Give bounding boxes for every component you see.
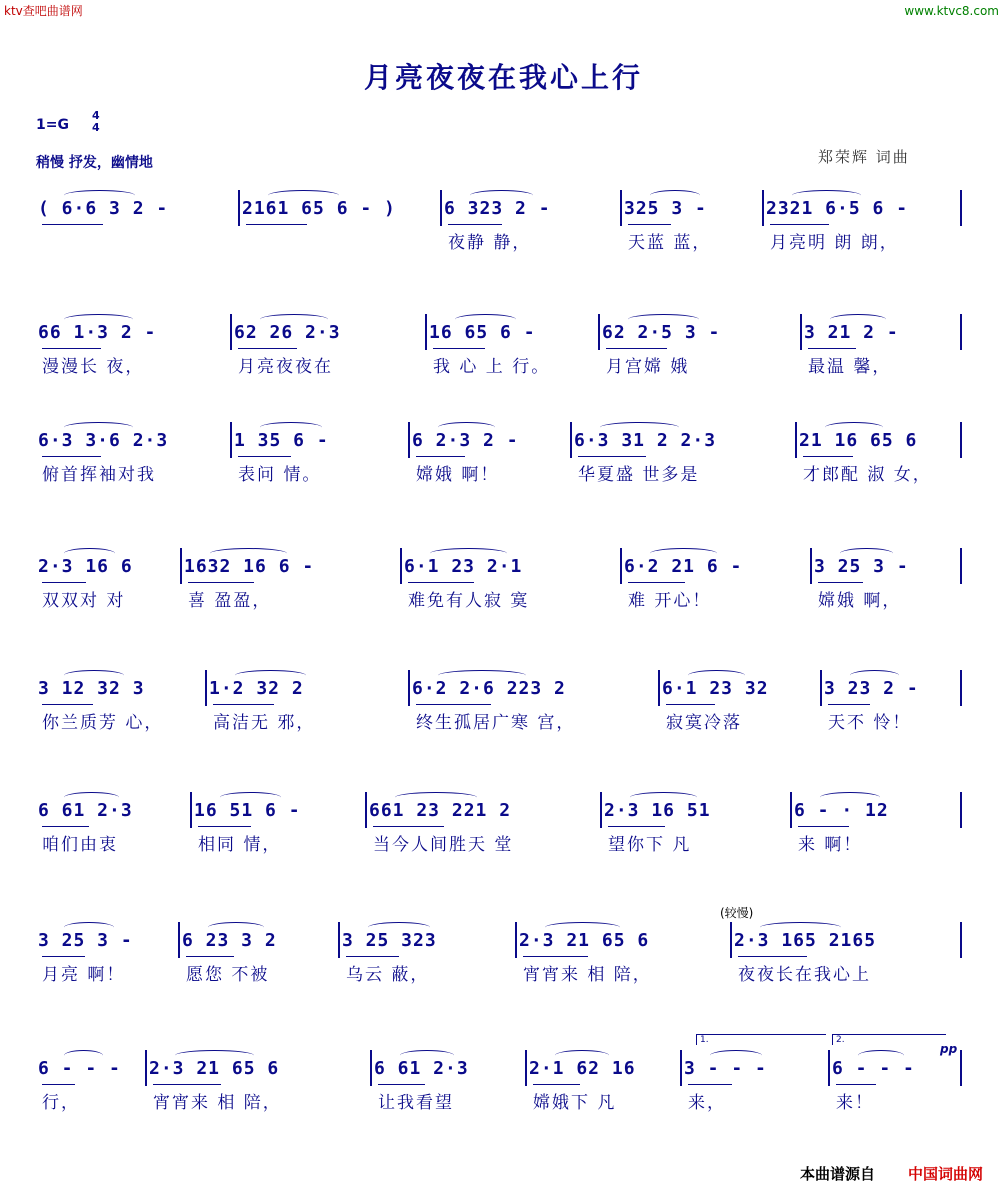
- beam-line: [378, 1084, 425, 1085]
- score-row: [30, 920, 970, 1020]
- measure-lyrics: 相同 情，: [198, 835, 282, 855]
- measure-notes: 2·3 16 6: [38, 556, 133, 577]
- measure-notes: 62 26 2·3: [234, 322, 341, 343]
- beam-line: [188, 582, 254, 583]
- notes-line: [30, 920, 970, 954]
- lyrics-line: [30, 228, 970, 258]
- measure-notes: 6·1 23 32: [662, 678, 769, 699]
- beam-line: [448, 224, 502, 225]
- slur: [64, 422, 133, 433]
- measure-notes: 3 12 32 3: [38, 678, 145, 699]
- beam-line: [628, 582, 685, 583]
- measure-lyrics: 月亮 啊！: [42, 965, 126, 985]
- barline: [960, 670, 962, 706]
- measure-notes: 2321 6·5 6 -: [766, 198, 909, 219]
- measure-lyrics: 来 啊！: [798, 835, 863, 855]
- beam-line: [578, 456, 646, 457]
- slur: [825, 422, 883, 433]
- beam-line: [42, 348, 101, 349]
- measure-notes: 6·3 3·6 2·3: [38, 430, 169, 451]
- measure-lyrics: 华夏盛 世多是: [578, 465, 700, 485]
- slur: [470, 190, 533, 201]
- measure-notes: 1 35 6 -: [234, 430, 329, 451]
- barline: [620, 190, 622, 226]
- beam-line: [416, 704, 491, 705]
- beam-line: [818, 582, 863, 583]
- slur: [430, 548, 507, 559]
- slur: [368, 922, 430, 933]
- slur: [64, 190, 135, 201]
- beam-line: [688, 1084, 732, 1085]
- beam-line: [408, 582, 474, 583]
- measure-lyrics: 高洁无 邪，: [213, 713, 316, 733]
- measure-lyrics: 难 开心！: [628, 591, 712, 611]
- barline: [178, 922, 180, 958]
- measure-notes: 2·3 21 65 6: [149, 1058, 280, 1079]
- meter-bottom: 4: [92, 121, 100, 134]
- barline: [205, 670, 207, 706]
- barline: [408, 670, 410, 706]
- barline: [238, 190, 240, 226]
- measure-lyrics: 漫漫长 夜，: [42, 357, 145, 377]
- measure-notes: 2161 65 6 - ): [242, 198, 396, 219]
- slur: [64, 670, 124, 681]
- measure-lyrics: 天蓝 蓝，: [628, 233, 712, 253]
- measure-notes: 16 65 6 -: [429, 322, 536, 343]
- footer-site: 中国词曲网: [908, 1165, 984, 1183]
- barline: [365, 792, 367, 828]
- dynamic-pp: pp: [940, 1042, 958, 1056]
- measure-lyrics: 夜夜长在我心上: [738, 965, 871, 985]
- measure-lyrics: 嫦娥下 凡: [533, 1093, 617, 1113]
- measure-notes: 2·1 62 16: [529, 1058, 636, 1079]
- score-row: [30, 188, 970, 288]
- measure-notes: 6 2·3 2 -: [412, 430, 519, 451]
- barline: [370, 1050, 372, 1086]
- page-title: 月亮夜夜在我心上行: [363, 61, 643, 94]
- measure-lyrics: 终生孤居广寒 宫，: [416, 713, 576, 733]
- measure-lyrics: 望你下 凡: [608, 835, 692, 855]
- measure-notes: 2·3 165 2165: [734, 930, 877, 951]
- measure-notes: 325 3 -: [624, 198, 707, 219]
- slur: [208, 922, 264, 933]
- barline: [190, 792, 192, 828]
- measure-notes: 6·2 2·6 223 2: [412, 678, 566, 699]
- beam-line: [798, 826, 849, 827]
- beam-line: [42, 582, 86, 583]
- slur: [64, 922, 114, 933]
- key-signature: 1=G: [36, 117, 69, 133]
- slur: [175, 1050, 254, 1061]
- measure-notes: 3 25 3 -: [38, 930, 133, 951]
- barline: [600, 792, 602, 828]
- measure-lyrics: 寂寞冷落: [666, 713, 742, 733]
- measure-lyrics: 当今人间胜天 堂: [373, 835, 514, 855]
- slur: [64, 548, 115, 559]
- time-signature: [92, 110, 100, 134]
- barline: [620, 548, 622, 584]
- barline: [658, 670, 660, 706]
- volta-first-ending: 1.: [696, 1034, 826, 1045]
- measure-notes: 6 - · 12: [794, 800, 889, 821]
- slur: [830, 314, 886, 325]
- measure-notes: 6 23 3 2: [182, 930, 277, 951]
- lyrics-line: [30, 830, 970, 860]
- measure-notes: 3 - - -: [684, 1058, 767, 1079]
- measure-lyrics: 月亮明 朗 朗，: [770, 233, 899, 253]
- beam-line: [608, 826, 665, 827]
- slur: [630, 792, 697, 803]
- beam-line: [533, 1084, 580, 1085]
- measure-notes: 661 23 221 2: [369, 800, 512, 821]
- slur: [260, 314, 328, 325]
- score-row: [30, 420, 970, 520]
- slur: [600, 422, 679, 433]
- measure-lyrics: 月宫嫦 娥: [606, 357, 690, 377]
- slur: [220, 792, 281, 803]
- beam-line: [828, 704, 870, 705]
- beam-line: [246, 224, 307, 225]
- beam-line: [346, 956, 399, 957]
- barline: [598, 314, 600, 350]
- beam-line: [42, 224, 103, 225]
- notes-line: [30, 188, 970, 222]
- beam-line: [738, 956, 807, 957]
- slur: [792, 190, 861, 201]
- barline: [440, 190, 442, 226]
- barline: [400, 548, 402, 584]
- measure-lyrics: 俯首挥袖对我: [42, 465, 156, 485]
- barline: [828, 1050, 830, 1086]
- slur: [688, 670, 745, 681]
- measure-lyrics: 宵宵来 相 陪，: [523, 965, 652, 985]
- measure-lyrics: 夜静 静，: [448, 233, 532, 253]
- score-row: [30, 1035, 970, 1148]
- barline: [425, 314, 427, 350]
- slur: [455, 314, 516, 325]
- slur: [858, 1050, 904, 1061]
- slur: [555, 1050, 609, 1061]
- tempo-marking: 稍慢 抒发，幽情地: [36, 155, 153, 171]
- barline: [180, 548, 182, 584]
- slur: [820, 792, 880, 803]
- notes-line: [30, 1048, 970, 1082]
- beam-line: [606, 348, 667, 349]
- measure-lyrics: 难免有人寂 寞: [408, 591, 530, 611]
- slur: [395, 792, 477, 803]
- measure-notes: 1·2 32 2: [209, 678, 304, 699]
- notes-line: [30, 546, 970, 580]
- author-credit: 郑荣辉 词曲: [818, 148, 910, 166]
- lyrics-line: [30, 352, 970, 382]
- beam-line: [42, 826, 89, 827]
- lyrics-line: [30, 1088, 970, 1118]
- measure-lyrics: 月亮夜夜在: [238, 357, 333, 377]
- beam-line: [770, 224, 829, 225]
- barline: [762, 190, 764, 226]
- measure-lyrics: 天不 怜！: [828, 713, 912, 733]
- beam-line: [803, 456, 853, 457]
- beam-line: [42, 704, 93, 705]
- measure-notes: 62 2·5 3 -: [602, 322, 721, 343]
- measure-notes: 6 - - -: [832, 1058, 915, 1079]
- beam-line: [42, 456, 101, 457]
- measure-lyrics: 让我看望: [378, 1093, 454, 1113]
- slur: [710, 1050, 762, 1061]
- measure-lyrics: 乌云 蔽，: [346, 965, 430, 985]
- barline: [960, 1050, 962, 1086]
- measure-lyrics: 宵宵来 相 陪，: [153, 1093, 282, 1113]
- barline: [338, 922, 340, 958]
- measure-notes: 3 25 3 -: [814, 556, 909, 577]
- measure-lyrics: 喜 盈盈，: [188, 591, 272, 611]
- slur: [628, 314, 699, 325]
- barline: [570, 422, 572, 458]
- slur: [260, 422, 322, 433]
- barline: [525, 1050, 527, 1086]
- barline: [810, 548, 812, 584]
- beam-line: [42, 1084, 75, 1085]
- beam-line: [198, 826, 251, 827]
- score-row: [30, 668, 970, 768]
- site-watermark-right: www.ktvc8.com: [904, 4, 999, 18]
- measure-notes: 3 25 323: [342, 930, 437, 951]
- slur: [850, 670, 899, 681]
- measure-lyrics: 来，: [688, 1093, 726, 1113]
- beam-line: [186, 956, 234, 957]
- barline: [680, 1050, 682, 1086]
- beam-line: [238, 456, 291, 457]
- barline: [960, 548, 962, 584]
- measure-notes: 66 1·3 2 -: [38, 322, 157, 343]
- measure-notes: 6 61 2·3: [374, 1058, 469, 1079]
- barline: [795, 422, 797, 458]
- measure-lyrics: 咱们由衷: [42, 835, 118, 855]
- slur: [64, 792, 119, 803]
- beam-line: [523, 956, 588, 957]
- measure-lyrics: 嫦娥 啊，: [818, 591, 902, 611]
- beam-line: [153, 1084, 221, 1085]
- slur: [650, 548, 717, 559]
- slur: [210, 548, 287, 559]
- barline: [515, 922, 517, 958]
- measure-lyrics: 最温 馨，: [808, 357, 892, 377]
- measure-notes: 6·1 23 2·1: [404, 556, 523, 577]
- measure-lyrics: 愿您 不被: [186, 965, 270, 985]
- measure-lyrics: 行，: [42, 1093, 80, 1113]
- slur: [760, 922, 841, 933]
- site-watermark-left: ktv查吧曲谱网: [4, 4, 83, 18]
- slur: [235, 670, 306, 681]
- slur: [64, 314, 133, 325]
- slur: [438, 670, 526, 681]
- beam-line: [666, 704, 715, 705]
- barline: [230, 422, 232, 458]
- meter-top: 4: [92, 109, 100, 122]
- barline: [800, 314, 802, 350]
- measure-lyrics: 双双对 对: [42, 591, 126, 611]
- barline: [960, 922, 962, 958]
- barline: [145, 1050, 147, 1086]
- measure-notes: 16 51 6 -: [194, 800, 301, 821]
- barline: [960, 422, 962, 458]
- barline: [230, 314, 232, 350]
- measure-notes: 6·3 31 2 2·3: [574, 430, 717, 451]
- slur: [840, 548, 893, 559]
- beam-line: [42, 956, 85, 957]
- beam-line: [628, 224, 671, 225]
- measure-notes: 2·3 21 65 6: [519, 930, 650, 951]
- beam-line: [433, 348, 485, 349]
- barline: [960, 792, 962, 828]
- lyrics-line: [30, 460, 970, 490]
- measure-notes: 3 21 2 -: [804, 322, 899, 343]
- notes-line: [30, 668, 970, 702]
- barline: [730, 922, 732, 958]
- lyrics-line: [30, 586, 970, 616]
- measure-lyrics: 我 心 上 行。: [433, 357, 551, 377]
- slur: [545, 922, 620, 933]
- score-row: [30, 546, 970, 646]
- slur: [64, 1050, 103, 1061]
- measure-notes: 3 23 2 -: [824, 678, 919, 699]
- measure-lyrics: 才郎配 淑 女，: [803, 465, 932, 485]
- measure-notes: 6·2 21 6 -: [624, 556, 743, 577]
- measure-lyrics: 嫦娥 啊！: [416, 465, 500, 485]
- tempo-change-mark: (较慢): [720, 906, 754, 920]
- score-row: [30, 312, 970, 412]
- measure-notes: 2·3 16 51: [604, 800, 711, 821]
- measure-notes: 6 - - -: [38, 1058, 121, 1079]
- measure-notes: 6 323 2 -: [444, 198, 551, 219]
- slur: [438, 422, 495, 433]
- measure-notes: 1632 16 6 -: [184, 556, 315, 577]
- notes-line: [30, 790, 970, 824]
- barline: [408, 422, 410, 458]
- slur: [268, 190, 339, 201]
- lyrics-line: [30, 708, 970, 738]
- notes-line: [30, 420, 970, 454]
- barline: [960, 314, 962, 350]
- beam-line: [238, 348, 297, 349]
- measure-lyrics: 表问 情。: [238, 465, 322, 485]
- barline: [820, 670, 822, 706]
- slur: [400, 1050, 454, 1061]
- beam-line: [213, 704, 274, 705]
- barline: [790, 792, 792, 828]
- beam-line: [416, 456, 465, 457]
- footer-source: 本曲谱源自: [800, 1165, 876, 1183]
- volta-second-ending: 2.: [832, 1034, 946, 1045]
- notes-line: [30, 312, 970, 346]
- score-row: [30, 790, 970, 890]
- measure-notes: 6 61 2·3: [38, 800, 133, 821]
- barline: [960, 190, 962, 226]
- measure-notes: 21 16 65 6: [799, 430, 918, 451]
- measure-notes: ( 6·6 3 2 -: [38, 198, 169, 219]
- slur: [650, 190, 700, 201]
- beam-line: [808, 348, 856, 349]
- lyrics-line: [30, 960, 970, 990]
- measure-lyrics: 你兰质芳 心，: [42, 713, 164, 733]
- beam-line: [836, 1084, 876, 1085]
- beam-line: [373, 826, 444, 827]
- measure-lyrics: 来！: [836, 1093, 874, 1113]
